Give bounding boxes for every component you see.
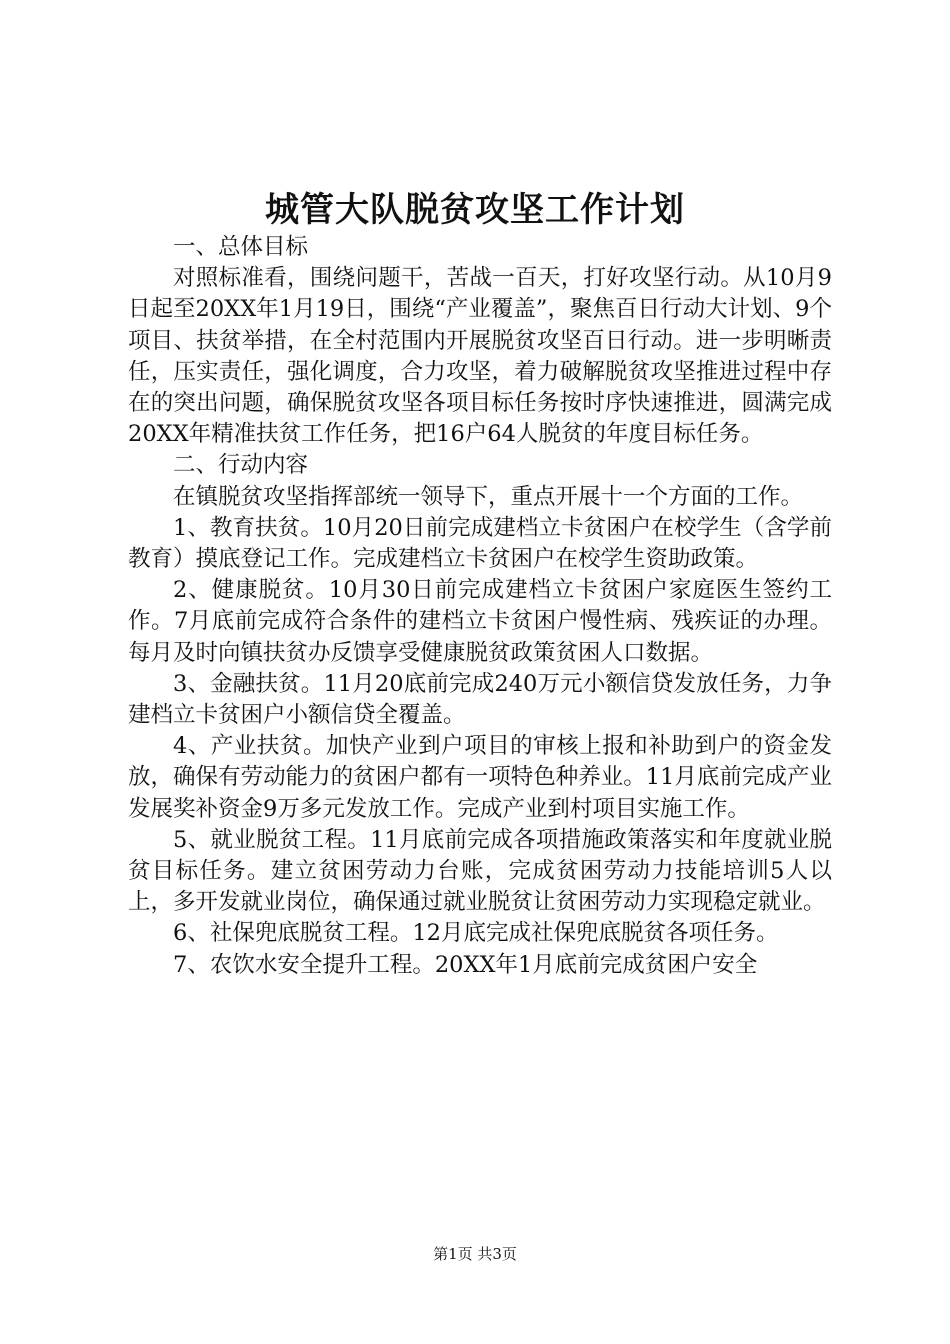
document-body bbox=[128, 232, 832, 981]
paragraph-action-intro: 在镇脱贫攻坚指挥部统一领导下，重点开展十一个方面的工作。 bbox=[173, 483, 804, 510]
section-heading-action-content: 二、行动内容 bbox=[173, 452, 309, 479]
paragraph-item-drinking-water: 7、农饮水安全提升工程。20XX年1月底前完成贫困户安全 bbox=[173, 951, 758, 978]
paragraph-item-finance: 3、金融扶贫。11月20底前完成240万元小额信贷发放任务，力争建档立卡贫困户小额信贷全覆盖。 bbox=[128, 670, 832, 729]
paragraph-item-health: 2、健康脱贫。10月30日前完成建档立卡贫困户家庭医生签约工作。7月底前完成符合条件的建档立卡贫困户慢性病、残疾证的办理。每月及时向镇扶贫办反馈享受健康脱贫政策贫困人口数据。 bbox=[128, 577, 832, 666]
paragraph-item-industry: 4、产业扶贫。加快产业到户项目的审核上报和补助到户的资金发放，确保有劳动能力的贫困户都有一项特色种养业。11月底前完成产业发展奖补资金9万多元发放工作。完成产业到村项目实施工作。 bbox=[128, 733, 832, 822]
section-heading-overall-goal: 一、总体目标 bbox=[173, 234, 309, 260]
paragraph-item-employment: 5、就业脱贫工程。11月底前完成各项措施政策落实和年度就业脱贫目标任务。建立贫困劳动力台账，完成贫困劳动力技能培训5人以上，多开发就业岗位，确保通过就业脱贫让贫困劳动力实现稳定就业。 bbox=[128, 826, 832, 916]
paragraph-item-social-security: 6、社保兜底脱贫工程。12月底完成社保兜底脱贫各项任务。 bbox=[173, 920, 779, 947]
paragraph-overall-goal: 对照标准看，围绕问题干，苦战一百天，打好攻坚行动。从10月9日起至20XX年1月19日，围绕“产业覆盖”，聚焦百日行动大计划、9个项目、扶贫举措，在全村范围内开展脱贫攻坚百日行动。进一步明晰责任，压实责任，强化调度，合力攻坚，着力破解脱贫攻坚推进过程中存在的突出问题，确保脱贫攻坚各项目标任务按时序快速推进，圆满完成20XX年精准扶贫工作任务，把16户64人脱贫的年度目标任务。 bbox=[128, 265, 832, 448]
document-title: 城管大队脱贫攻坚工作计划 bbox=[265, 190, 685, 230]
page-footer: 第1页 共3页 bbox=[433, 1245, 517, 1263]
paragraph-item-education: 1、教育扶贫。10月20日前完成建档立卡贫困户在校学生（含学前教育）摸底登记工作。完成建档立卡贫困户在校学生资助政策。 bbox=[128, 514, 832, 573]
